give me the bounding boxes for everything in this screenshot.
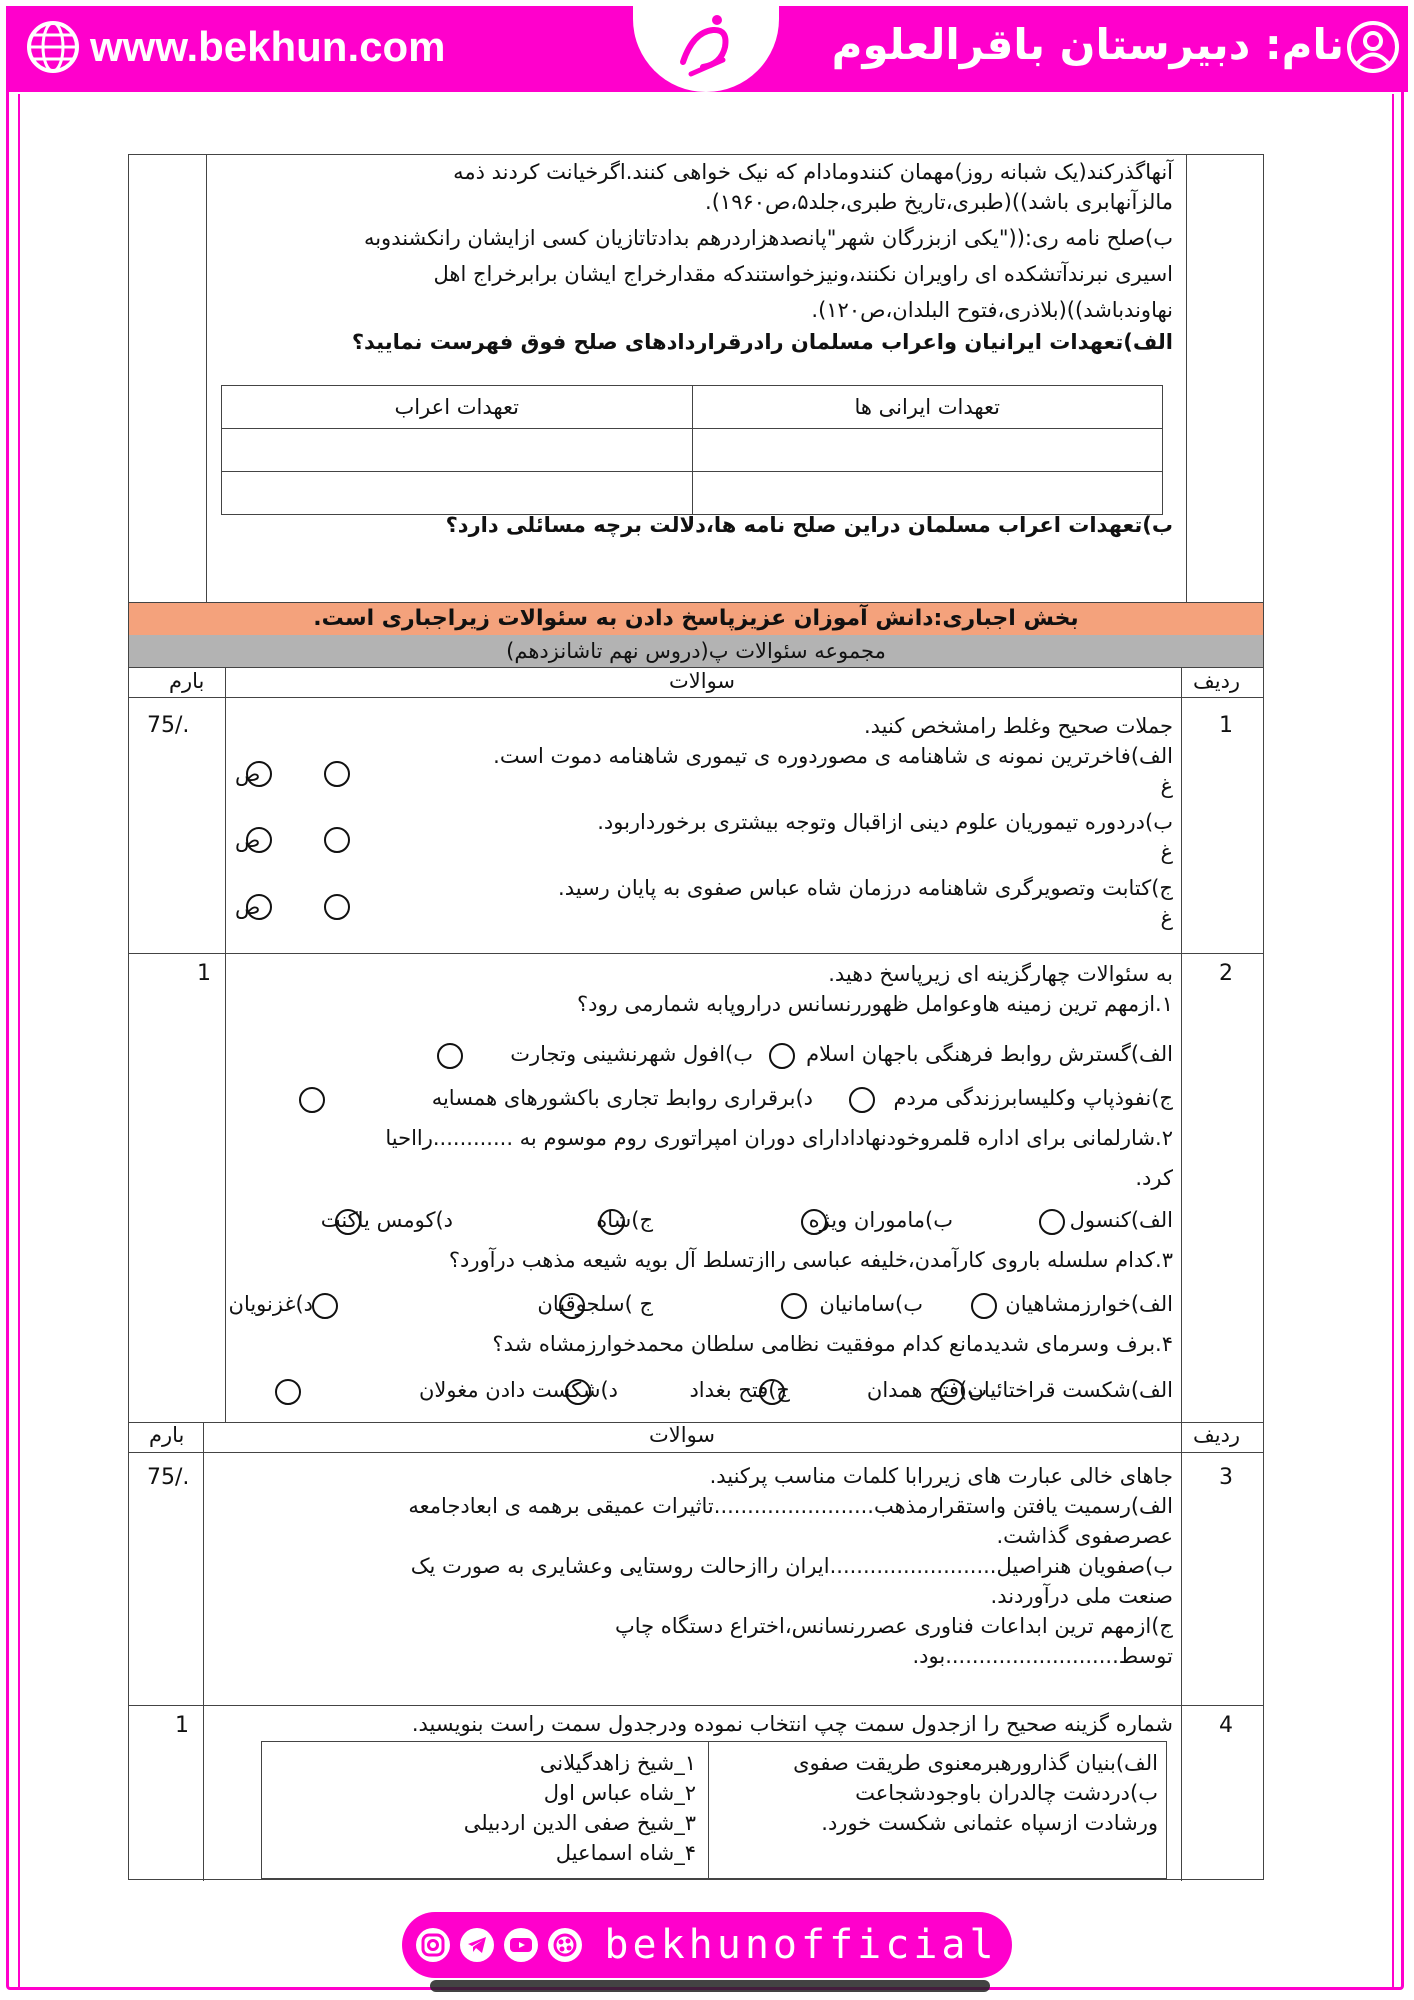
option-label: الف)کنسول [1069, 1208, 1173, 1232]
option-circle[interactable] [971, 1293, 997, 1319]
matching-item: ورشادت ازسپاه عثمانی شکست خورد. [821, 1811, 1158, 1835]
aparat-icon[interactable] [548, 1928, 582, 1962]
score-column-line [225, 667, 226, 1422]
col-row: ردیف [1193, 1423, 1241, 1447]
matching-right [793, 1748, 1158, 1838]
q1-item-mark: غ [1160, 840, 1173, 864]
q3-title: جاهای خالی عبارت های زیررابا کلمات مناسب پرکنید. [709, 1464, 1173, 1488]
true-mark: ص [235, 828, 261, 852]
matching-divider [708, 1742, 709, 1878]
option-circle[interactable] [312, 1293, 338, 1319]
option-label: د)کومس یاکنت [320, 1208, 453, 1232]
option-circle[interactable] [849, 1087, 875, 1113]
q2-sub-cont: کرد. [1135, 1166, 1173, 1190]
q1-item-mark: غ [1160, 906, 1173, 930]
option-circle[interactable] [939, 1379, 965, 1405]
q3-item: ب)صفویان هنراصیل.........................ایران راازحالت روستایی وعشایری به صورت یک [410, 1554, 1173, 1578]
exam-sheet [128, 154, 1264, 1880]
globe-icon [26, 20, 80, 74]
option-circle[interactable] [437, 1043, 463, 1069]
matching-table [261, 1741, 1167, 1879]
q4-title: شماره گزینه صحیح را ازجدول سمت چپ انتخاب نموده ودرجدول سمت راست بنویسید. [411, 1712, 1173, 1736]
matching-option: ۱_شیخ زاهدگیلانی [539, 1751, 696, 1775]
col-arab: تعهدات اعراب [222, 386, 693, 429]
intro-line: نهاوندباشد))(بلاذری،فتوح البلدان،ص۱۲۰). [811, 298, 1173, 322]
q2-block [233, 959, 1173, 1019]
col-iranian: تعهدات ایرانی ها [692, 386, 1163, 429]
option-circle[interactable] [801, 1209, 827, 1235]
score: 1 [197, 961, 211, 986]
option-label: د)برقراری روابط تجاری باکشورهای همسایه [431, 1086, 813, 1110]
option-circle[interactable] [1039, 1209, 1065, 1235]
intro-line: مالزآنهابری باشد))(طبری،تاریخ طبری،جلد۵،ص۱۹۶۰). [705, 190, 1173, 214]
mandatory-banner: بخش اجباری:دانش آموزان عزیزپاسخ دادن به سئوالات زیراجباری است. [129, 602, 1263, 636]
option-label: ج )سلجوقیان [537, 1292, 653, 1316]
option-label: ب)افول شهرنشینی وتجارت [510, 1042, 753, 1066]
option-label: الف)شکست قراختائیان [968, 1378, 1173, 1402]
row-number: 2 [1219, 961, 1233, 986]
row-number: 3 [1219, 1465, 1233, 1490]
option-circle[interactable] [324, 827, 350, 853]
question-alef: الف)تعهدات ایرانیان واعراب مسلمان رادرقراردادهای صلح فوق فهرست نمایید؟ [351, 330, 1173, 354]
row-number: 1 [1219, 713, 1233, 738]
divider [129, 1452, 1263, 1453]
q3-item: ج)ازمهم ترین ابداعات فناوری عصررنسانس،اختراع دستگاه چاپ [614, 1614, 1173, 1638]
true-mark: ص [235, 895, 261, 919]
matching-option: ۴_شاه اسماعیل [555, 1841, 696, 1865]
user-icon [1346, 20, 1400, 74]
option-circle[interactable] [759, 1379, 785, 1405]
commitments-table [221, 385, 1163, 515]
option-circle[interactable] [565, 1379, 591, 1405]
option-circle[interactable] [559, 1293, 585, 1319]
q3-item: صنعت ملی درآوردند. [990, 1584, 1173, 1608]
q1-item: الف)فاخرترین نمونه ی شاهنامه ی مصوردوره ی تیموری شاهنامه دموت است. [493, 744, 1173, 768]
q1-title: جملات صحیح وغلط رامشخص کنید. [863, 714, 1173, 738]
col-score: بارم [149, 1423, 185, 1447]
col-score: بارم [169, 669, 205, 693]
q1-item-mark: غ [1160, 774, 1173, 798]
matching-item: الف)بنیان گذارورهبرمعنوی طریقت صفوی [793, 1751, 1158, 1775]
q2-block-2 [233, 1123, 1173, 1193]
score: 75/. [147, 1465, 190, 1490]
option-label: ج)فتح بغداد [689, 1378, 790, 1402]
matching-item: ب)دردشت چالدران باوجودشجاعت [855, 1781, 1158, 1805]
website-text: www.bekhun.com [90, 23, 446, 70]
true-mark: ص [235, 762, 261, 786]
mandatory-subtitle: مجموعه سئوالات پ(دروس نهم تاشانزدهم) [129, 635, 1263, 668]
score-column-line [203, 1422, 204, 1881]
q2-sub: ۴.برف وسرمای شدیدمانع کدام موفقیت نظامی سلطان محمدخوارزمشاه شد؟ [492, 1332, 1173, 1356]
row-column-line [1181, 1422, 1182, 1881]
q3-block [213, 1461, 1173, 1671]
divider [129, 953, 1263, 954]
option-circle[interactable] [781, 1293, 807, 1319]
q2-sub: ۱.ازمهم ترین زمینه هاوعوامل ظهوررنسانس دراروپابه شمارمی رود؟ [576, 992, 1173, 1016]
intro-line: اسیری نبرندآتشکده ای راویران نکنند،ونیزخواستندکه مقدارخراج ایشان برابرخراج اهل [433, 262, 1173, 286]
col-questions: سوالات [669, 669, 736, 693]
right-column-line [1186, 155, 1187, 602]
option-circle[interactable] [324, 761, 350, 787]
matching-left [464, 1748, 696, 1868]
option-circle[interactable] [335, 1209, 361, 1235]
q3-item: عصرصفوی گذاشت. [996, 1524, 1173, 1548]
option-label: ج)شاه [596, 1208, 653, 1232]
answer-cell[interactable] [692, 472, 1163, 515]
youtube-icon[interactable] [504, 1928, 538, 1962]
option-label: ب)فتح همدان [866, 1378, 987, 1402]
divider [129, 1705, 1263, 1706]
option-label: ج)نفوذپاپ وکلیسابرزندگی مردم [893, 1086, 1173, 1110]
score: 75/. [147, 713, 190, 738]
q2-sub: ۳.کدام سلسله باروی کارآمدن،خلیفه عباسی راازتسلط آل بویه شیعه مذهب درآورد؟ [448, 1248, 1173, 1272]
matching-option: ۲_شاه عباس اول [543, 1781, 696, 1805]
option-circle[interactable] [299, 1087, 325, 1113]
option-circle[interactable] [324, 894, 350, 920]
matching-option: ۳_شیخ صفی الدین اردبیلی [463, 1811, 696, 1835]
option-circle[interactable] [769, 1043, 795, 1069]
intro-line: ب)صلح نامه ری:(("یکی ازبزرگان شهر"پانصدهزاردرهم بدادتاتازیان کسی ازایشان رانکشندوبه [363, 226, 1173, 250]
intro-line: آنهاگذرکند(یک شبانه روز)مهمان کنندومادام که نیک خواهی کنند.اگرخیانت کردند ذمه [453, 160, 1173, 184]
answer-cell[interactable] [692, 429, 1163, 472]
footer-social [402, 1912, 1012, 1978]
website-link[interactable] [26, 20, 445, 74]
question-be: ب)تعهدات اعراب مسلمان دراین صلح نامه ها،دلالت برچه مسائلی دارد؟ [445, 513, 1173, 537]
q1-block [233, 711, 1173, 933]
school-name: نام: دبیرستان باقرالعلوم [831, 20, 1344, 69]
brand-logo-icon [673, 12, 739, 82]
answer-cell[interactable] [222, 429, 693, 472]
option-circle[interactable] [599, 1209, 625, 1235]
intro-passage [203, 157, 1173, 357]
social-handle[interactable]: bekhunofficial [604, 1922, 998, 1968]
option-label: د)غزنویان [228, 1292, 313, 1316]
instagram-icon[interactable] [416, 1928, 450, 1962]
option-label: ب)سامانیان [819, 1292, 923, 1316]
q2-title: به سئوالات چهارگزینه ای زیرپاسخ دهید. [828, 962, 1173, 986]
option-label: الف)گسترش روابط فرهنگی باجهان اسلام [806, 1042, 1173, 1066]
q1-item: ج)کتابت وتصویرگری شاهنامه درزمان شاه عباس صفوی به پایان رسید. [558, 876, 1173, 900]
option-label: ب)ماموران ویژه [808, 1208, 953, 1232]
q1-item: ب)دردوره تیموریان علوم دینی ازاقبال وتوجه بیشتری برخورداربود. [597, 810, 1173, 834]
option-label: د)شکست دادن مغولان [418, 1378, 618, 1402]
footer-shadow [430, 1980, 990, 1992]
row-column-line [1181, 667, 1182, 1422]
option-circle[interactable] [275, 1379, 301, 1405]
q3-item: توسط..........................بود. [912, 1644, 1173, 1668]
score: 1 [175, 1713, 189, 1738]
q3-item: الف)رسمیت یافتن واستقرارمذهب........................تاثیرات عمیقی برهمه ی ابعادجامعه [408, 1494, 1173, 1518]
row-number: 4 [1219, 1713, 1233, 1738]
col-row: ردیف [1193, 669, 1241, 693]
col-questions: سوالات [649, 1423, 716, 1447]
telegram-icon[interactable] [460, 1928, 494, 1962]
q2-sub: ۲.شارلمانی برای اداره قلمروخودنهادادارای دوران امپراتوری روم موسوم به ............رااحیا [385, 1126, 1173, 1150]
answer-cell[interactable] [222, 472, 693, 515]
divider [129, 697, 1263, 698]
option-label: الف)خوارزمشاهیان [1005, 1292, 1173, 1316]
